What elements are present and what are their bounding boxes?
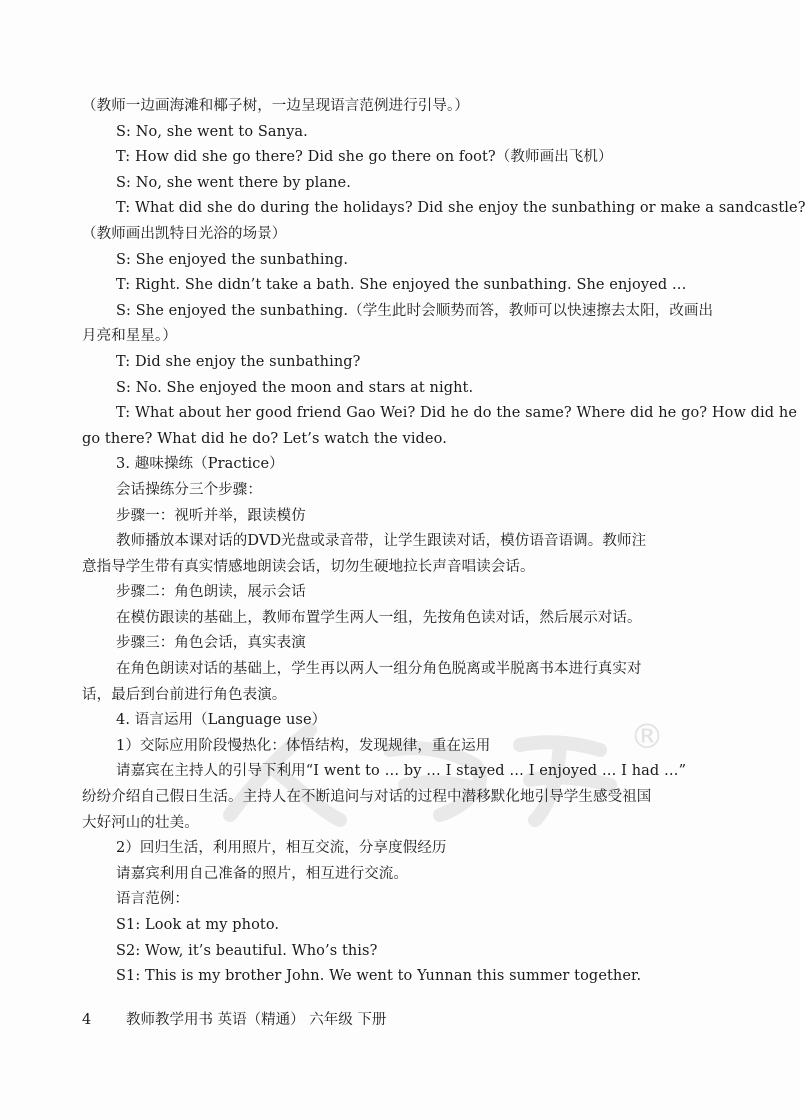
section-heading: 4. 语言运用（Language use） [116,712,327,729]
text-line: 教师播放本课对话的DVD光盘或录音带，让学生跟读对话，模仿语音语调。教师注 [116,533,647,550]
step-heading: 步骤三：角色会话，真实表演 [116,635,306,652]
text-line: 大好河山的壮美。 [82,814,199,831]
text-line: T: How did she go there? Did she go there on foot?（教师画出飞机） [116,149,613,166]
subsection-heading: 1）交际应用阶段慢热化：体悟结构，发现规律，重在运用 [116,737,491,754]
text-line: S1: Look at my photo. [116,917,280,933]
text-line: S: No. She enjoyed the moon and stars at night. [116,379,474,396]
text-line: 请嘉宾在主持人的引导下利用“I went to … by … I stayed … I enjoyed … I had …” [116,763,687,780]
body-text [82,94,806,990]
text-line: S: No, she went there by plane. [116,174,351,191]
text-line: 在模仿跟读的基础上，教师布置学生两人一组，先按角色读对话，然后展示对话。 [116,609,642,626]
text-line: S2: Wow, it’s beautiful. Who’s this? [116,942,378,959]
text-line: 纷纷介绍自己假日生活。主持人在不断追问与对话的过程中潜移默化地引导学生感受祖国 [82,789,652,806]
text-line: （教师一边画海滩和椰子树，一边呈现语言范例进行引导。） [82,98,469,114]
registered-mark: ® [630,717,664,757]
page-footer [82,1008,386,1029]
page-number: 4 [82,1012,92,1028]
text-line: T: What about her good friend Gao Wei? Did he do the same? Where did he go? How did he [116,405,797,422]
step-heading: 步骤一：视听并举，跟读模仿 [116,507,306,524]
section-heading: 3. 趣味操练（Practice） [116,456,284,473]
text-line: T: Did she enjoy the sunbathing? [116,353,361,370]
text-line: T: Right. She didn’t take a bath. She enjoyed the sunbathing. She enjoyed … [116,277,687,294]
text-line: S: She enjoyed the sunbathing. [116,251,349,268]
text-line: S: No, she went to Sanya. [116,123,308,140]
text-line: 月亮和星星。） [82,328,177,345]
text-line: 在角色朗读对话的基础上，学生再以两人一组分角色脱离或半脱离书本进行真实对 [116,661,642,678]
subsection-heading: 2）回归生活，利用照片，相互交流，分享度假经历 [116,840,447,857]
text-line: （教师画出凯特日光浴的场景） [82,225,287,242]
text-line: T: What did she do during the holidays? Did she enjoy the sunbathing or make a sandcastle? [116,200,806,217]
text-line: S1: This is my brother John. We went to Yunnan this summer together. [116,968,642,985]
text-line: 请嘉宾利用自己准备的照片，相互进行交流。 [116,865,408,882]
text-line: 会话操练分三个步骤： [116,481,262,498]
step-heading: 步骤二：角色朗读，展示会话 [116,584,306,601]
text-line: 意指导学生带有真实情感地朗读会话，切勿生硬地拉长声音唱读会话。 [82,558,535,575]
text-line: go there? What did he do? Let’s watch the video. [82,430,447,447]
book-title: 教师教学用书 英语（精通） 六年级 下册 [126,1012,387,1028]
text-line: 语言范例： [116,891,189,908]
text-line: S: She enjoyed the sunbathing.（学生此时会顺势而答，教师可以快速擦去太阳，改画出 [116,302,714,319]
text-line: 话，最后到台前进行角色表演。 [82,686,287,703]
